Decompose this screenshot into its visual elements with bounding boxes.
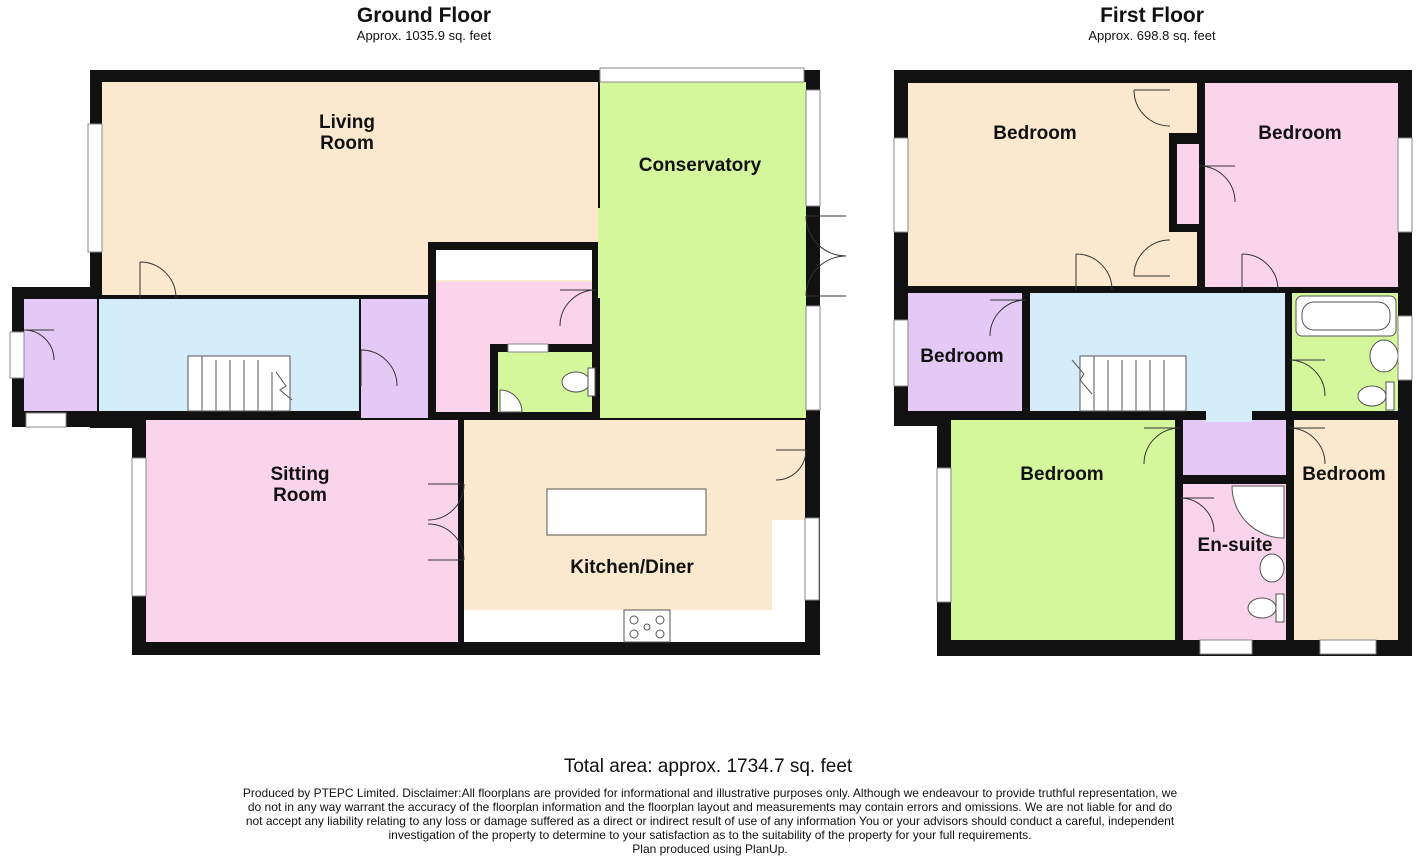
- bedroom-4-window: [937, 468, 951, 602]
- first-stairs: [1072, 356, 1186, 411]
- porch: [24, 299, 97, 411]
- bedroom-2-window: [1398, 138, 1412, 232]
- bedroom-1-window: [894, 138, 908, 232]
- ground-stairs: [188, 356, 292, 411]
- conservatory-lower-window: [806, 306, 820, 410]
- bedroom-1-label: Bedroom: [993, 123, 1077, 144]
- conservatory-side-window: [806, 90, 820, 206]
- bedroom-3-window: [894, 320, 908, 386]
- disclaimer-credit: Plan produced using PlanUp.: [632, 842, 788, 856]
- conservatory-opening: [598, 208, 602, 298]
- kitchen-side-worktop: [772, 520, 805, 610]
- bathroom-basin-icon: [1370, 340, 1398, 372]
- bedroom-2-cupboard: [1177, 144, 1199, 224]
- bedroom-4-label: Bedroom: [1020, 464, 1104, 485]
- sitting-room-label-line2: Room: [273, 485, 327, 506]
- bedroom-3-label: Bedroom: [920, 346, 1004, 367]
- hall-store: [361, 299, 429, 418]
- first-floor-lobby: [1183, 420, 1286, 475]
- disclaimer-line: investigation of the property to determine to your satisfaction as to the suitability of the property for your full requirements.: [388, 828, 1032, 842]
- conservatory-label: Conservatory: [638, 155, 762, 176]
- sitting-room-window: [132, 458, 146, 596]
- bedroom-1-cupboard: [1169, 83, 1197, 133]
- bathroom-window: [1398, 316, 1412, 380]
- bedroom-2: [1205, 83, 1398, 287]
- living-room-label-line2: Room: [320, 133, 374, 154]
- porch-front-window: [26, 413, 66, 427]
- ground-floor-area: Approx. 1035.9 sq. feet: [356, 28, 492, 43]
- kitchen-window: [805, 518, 819, 600]
- ensuite-basin-icon: [1260, 554, 1284, 582]
- disclaimer-line: Produced by PTEPC Limited. Disclaimer:All floorplans are provided for informational and illustrative purposes only. Although we endeavour to provide truthful representation, we: [242, 786, 1178, 800]
- wc-window: [508, 344, 548, 352]
- bedroom-2-label: Bedroom: [1258, 123, 1342, 144]
- disclaimer-line: do not in any way warrant the accuracy of the floorplan information and the floorplan layout and measurements may contain errors and omissions. We are not liable for and do: [247, 800, 1173, 814]
- bedroom-5-window: [1320, 640, 1376, 654]
- bedroom-5-label: Bedroom: [1302, 464, 1386, 485]
- ensuite-label: En-suite: [1197, 535, 1273, 556]
- ensuite-window: [1200, 640, 1252, 654]
- total-area: Total area: approx. 1734.7 sq. feet: [563, 756, 853, 777]
- utility-top-wall: [428, 242, 598, 250]
- first-floor-title: First Floor: [1100, 4, 1204, 27]
- bedroom-5: [1294, 420, 1398, 640]
- kitchen-island: [547, 489, 706, 535]
- bath-icon: [1296, 296, 1396, 336]
- utility-left-wall: [428, 242, 436, 418]
- landing-opening: [1206, 410, 1252, 422]
- porch-side-window: [10, 332, 24, 378]
- disclaimer: [222, 786, 1198, 856]
- disclaimer-line: not accept any liability relating to any loss or damage suffered as a direct or indirect result of use of any information You or your advisors should conduct a careful, independent: [245, 814, 1175, 828]
- conservatory: [600, 82, 806, 418]
- utility-worktop: [435, 248, 595, 280]
- ground-floor-title: Ground Floor: [356, 4, 492, 27]
- bedroom-1-store: [1169, 232, 1197, 286]
- hob-icon: [624, 610, 670, 642]
- conservatory-top-window: [600, 68, 804, 82]
- kitchen-diner-label: Kitchen/Diner: [570, 557, 694, 578]
- first-floor-area: Approx. 698.8 sq. feet: [1088, 28, 1216, 43]
- bedroom-4: [951, 420, 1175, 640]
- sitting-room: [146, 420, 458, 642]
- sitting-room-label-line1: Sitting: [270, 464, 330, 485]
- bedroom-1: [908, 83, 1169, 286]
- living-room-label-line1: Living: [319, 112, 375, 133]
- wc-left-wall: [490, 344, 498, 414]
- living-room-window: [88, 124, 102, 252]
